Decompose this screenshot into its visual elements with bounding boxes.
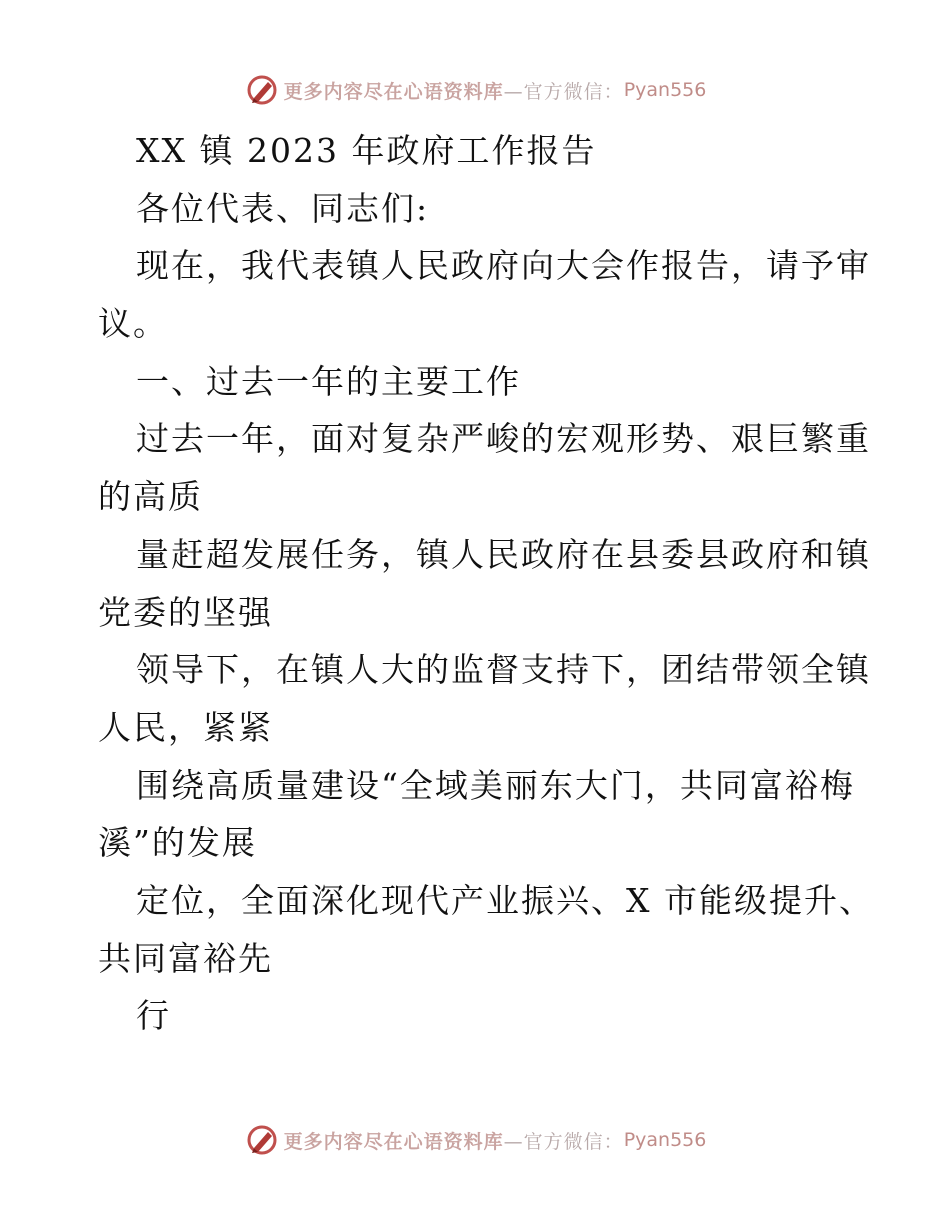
- paragraph-line: 过去一年，面对复杂严峻的宏观形势、艰巨繁重: [136, 419, 871, 459]
- watermark-wechat-id: Pyan556: [623, 1129, 707, 1151]
- pen-logo-icon: [244, 1122, 280, 1158]
- salutation: 各位代表、同志们:: [136, 188, 430, 228]
- watermark-sub-text: —官方微信：: [503, 80, 624, 103]
- header-watermark: [0, 70, 950, 110]
- watermark-main-text: 更多内容尽在心语资料库: [283, 80, 504, 103]
- paragraph-line: 围绕高质量建设“全域美丽东大门，共同富裕梅: [136, 765, 855, 805]
- paragraph-line: 领导下，在镇人大的监督支持下，团结带领全镇: [136, 650, 871, 690]
- paragraph-line: 现在，我代表镇人民政府向大会作报告，请予审: [136, 246, 871, 286]
- paragraph-line: 共同富裕先: [98, 938, 273, 978]
- paragraph-line: 量赶超发展任务，镇人民政府在县委县政府和镇: [136, 534, 871, 574]
- paragraph-line: 议。: [98, 304, 168, 344]
- watermark-sub-text: —官方微信：: [503, 1130, 624, 1153]
- footer-watermark: [0, 1120, 950, 1160]
- document-title: XX 镇 2023 年政府工作报告: [136, 131, 597, 170]
- paragraph-line: 行: [136, 996, 171, 1036]
- paragraph-line: 党委的坚强: [98, 592, 273, 632]
- pen-logo-icon: [244, 72, 280, 108]
- document-body: [98, 122, 874, 1045]
- paragraph-line: 人民，紧紧: [98, 707, 273, 747]
- paragraph-line: 的高质: [98, 477, 203, 517]
- watermark-main-text: 更多内容尽在心语资料库: [283, 1130, 504, 1153]
- section-heading: 一、过去一年的主要工作: [136, 361, 521, 401]
- paragraph-line: 溪”的发展: [98, 823, 257, 863]
- watermark-wechat-id: Pyan556: [623, 79, 707, 101]
- paragraph-line: 定位，全面深化现代产业振兴、X 市能级提升、: [136, 880, 874, 920]
